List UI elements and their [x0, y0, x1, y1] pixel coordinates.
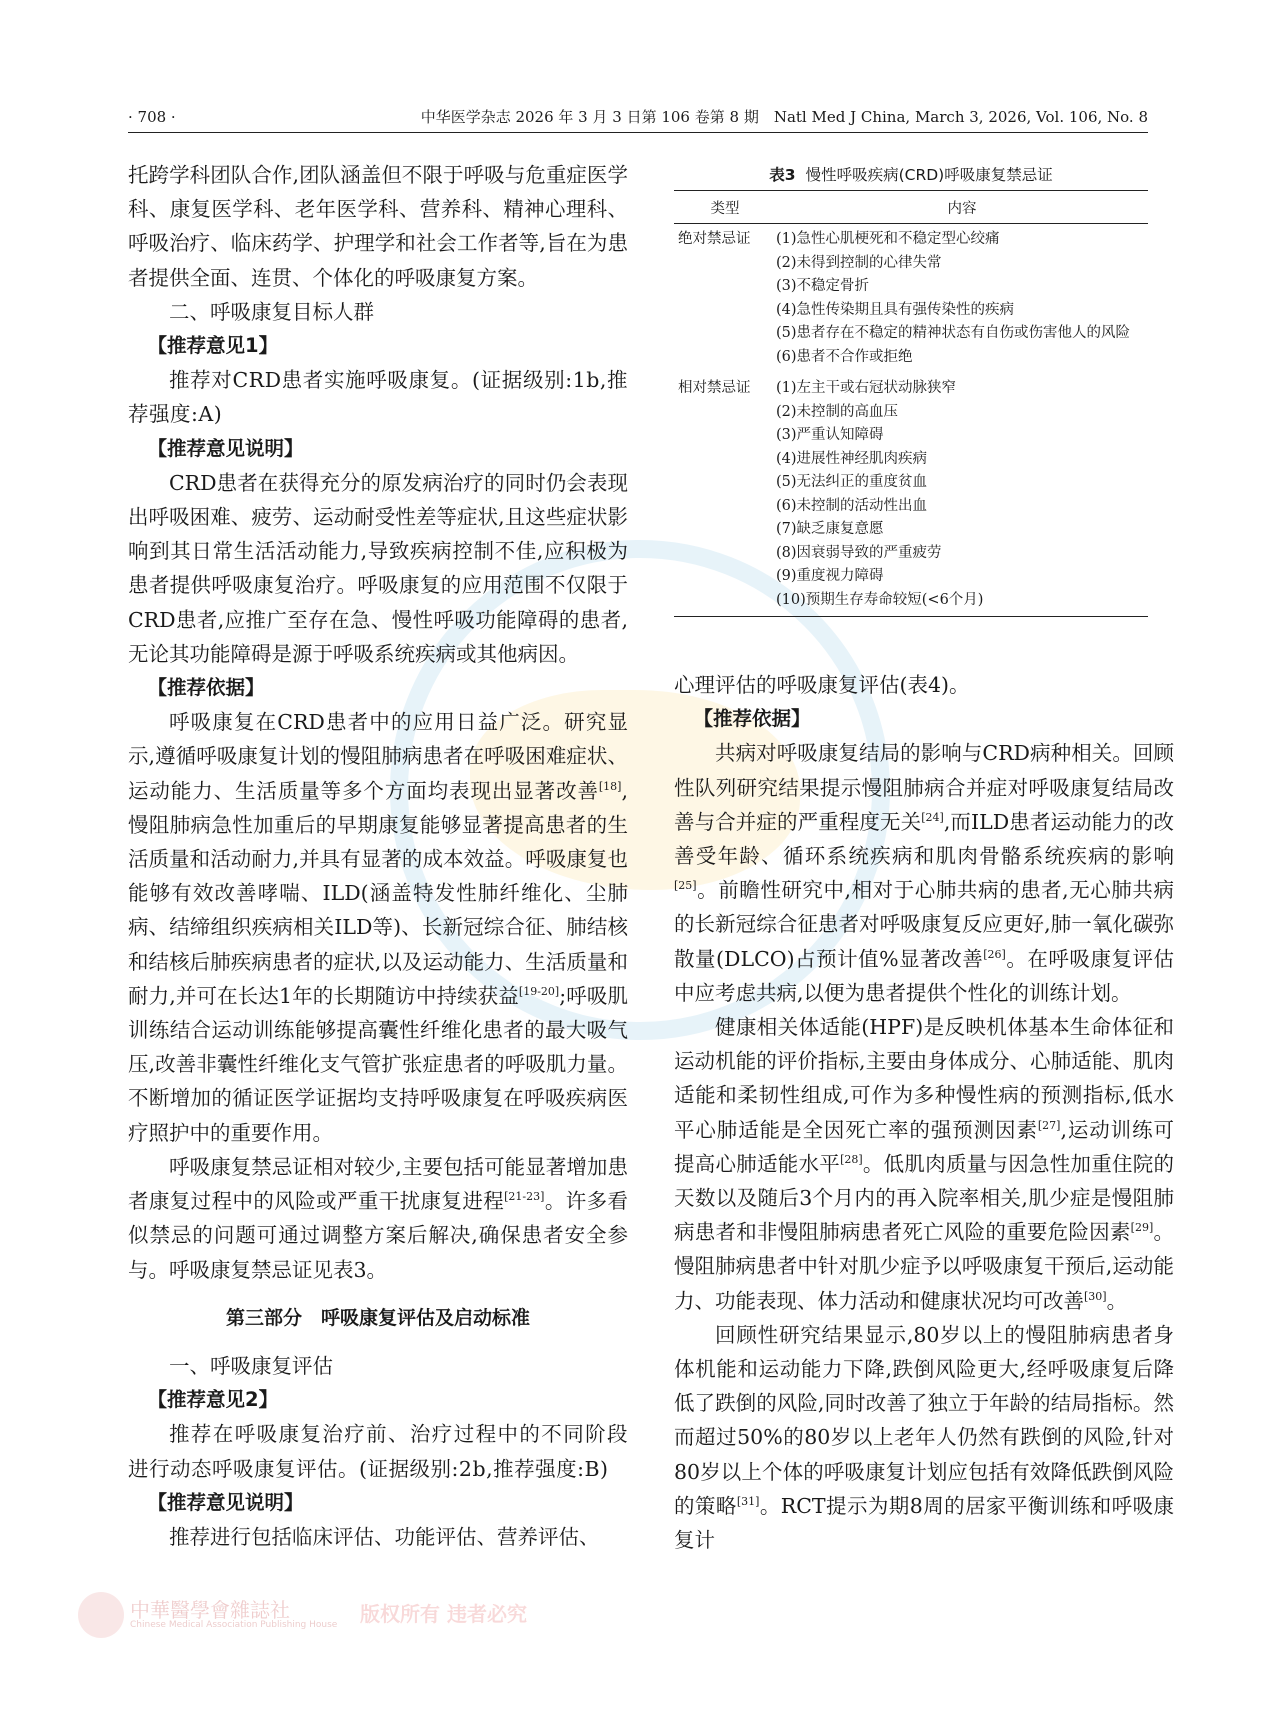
column-header-type: 类型 — [710, 200, 740, 217]
publisher-name-english: Chinese Medical Association Publishing House — [130, 1620, 338, 1630]
recommendation-heading: 【推荐意见2】 — [147, 1388, 279, 1412]
section-heading: 一、呼吸康复评估 — [169, 1353, 333, 1378]
left-column — [128, 158, 628, 1554]
paragraph: 呼吸康复禁忌证相对较少,主要包括可能显著增加患者康复过程中的风险或严重干扰康复进程[21-23]。许多看似禁忌的问题可通过调整方案后解决,确保患者安全参与。呼吸康复禁忌证见表3。 — [128, 1154, 629, 1282]
right-column — [674, 668, 1174, 1557]
citation: [25] — [674, 879, 697, 893]
table-row — [674, 224, 1148, 374]
list-item: (6)未控制的活动性出血 — [776, 497, 928, 514]
paragraph: 托跨学科团队合作,团队涵盖但不限于呼吸与危重症医学科、康复医学科、老年医学科、营养科、精神心理科、呼吸治疗、临床药学、护理学和社会工作者等,旨在为患者提供全面、连贯、个体化的呼吸康复方案。 — [128, 163, 628, 290]
journal-citation: 中华医学杂志 2026 年 3 月 3 日第 106 卷第 8 期 Natl Med J China, March 3, 2026, Vol. 106, No. 8 — [420, 108, 1148, 126]
list-item: (6)患者不合作或拒绝 — [776, 348, 913, 365]
section-heading: 二、呼吸康复目标人群 — [169, 299, 374, 324]
list-item: (10)预期生存寿命较短(<6个月) — [776, 591, 984, 608]
citation: [21-23] — [504, 1190, 545, 1204]
recommendation-explanation-heading: 【推荐意见说明】 — [147, 1490, 304, 1514]
citation: [26] — [983, 947, 1006, 961]
recommendation-text: 推荐在呼吸康复治疗前、治疗过程中的不同阶段进行动态呼吸康复评估。(证据级别:2b,推荐强度:B) — [128, 1422, 628, 1481]
table-3 — [674, 160, 1148, 617]
recommendation-basis-heading: 【推荐依据】 — [147, 676, 265, 700]
citation: [18] — [598, 779, 622, 793]
part-title: 第三部分 呼吸康复评估及启动标准 — [225, 1306, 530, 1329]
paragraph: 健康相关体适能(HPF)是反映机体基本生命体征和运动机能的评价指标,主要由身体成分、心肺适能、肌肉适能和柔韧性组成,可作为多种慢性病的预测指标,低水平心肺适能是全因死亡率的强预测因素[27],运动训练可提高心肺适能水平[28]。低肌肉质量与因急性加重住院的天数以及随后3个月内的再入院率相关,肌少症是慢阻肺病患者和非慢阻肺病患者死亡风险的重要危险因素[29]。慢阻肺病患者中针对肌少症予以呼吸康复干预后,运动能力、功能表现、体力活动和健康状况均可改善[30]。 — [674, 1015, 1175, 1313]
row-type: 相对禁忌证 — [674, 373, 776, 617]
row-items — [776, 373, 1148, 617]
contraindication-table — [674, 190, 1148, 617]
citation: [27] — [1037, 1118, 1061, 1132]
list-item: (9)重度视力障碍 — [776, 568, 884, 584]
list-item: (2)未得到控制的心律失常 — [776, 254, 942, 271]
paragraph: CRD患者在获得充分的原发病治疗的同时仍会表现出呼吸困难、疲劳、运动耐受性差等症状,且这些症状影响到其日常生活活动能力,导致疾病控制不佳,应积极为患者提供呼吸康复治疗。呼吸康复的应用范围不仅限于CRD患者,应推广至存在急、慢性呼吸功能障碍的患者,无论其功能障碍是源于呼吸系统疾病或其他病因。 — [128, 470, 628, 666]
table-caption — [674, 160, 1148, 190]
row-type: 绝对禁忌证 — [678, 231, 751, 247]
list-item: (5)患者存在不稳定的精神状态有自伤或伤害他人的风险 — [776, 325, 1131, 341]
paragraph: 回顾性研究结果显示,80岁以上的慢阻肺病患者身体机能和运动能力下降,跌倒风险更大,经呼吸康复后降低了跌倒的风险,同时改善了独立于年龄的结局指标。然而超过50%的80岁以上老年人仍然有跌倒的风险,针对80岁以上个体的呼吸康复计划应包括有效降低跌倒风险的策略[31]。RCT提示为期8周的居家平衡训练和呼吸康复计 — [674, 1322, 1175, 1553]
list-item: (3)不稳定骨折 — [776, 278, 870, 294]
list-item: (2)未控制的高血压 — [776, 403, 899, 420]
table-label: 表3 — [769, 166, 796, 184]
publisher-logo-icon — [78, 1592, 124, 1638]
list-item: (1)左主干或右冠状动脉狭窄 — [776, 380, 957, 396]
citation: [30] — [1084, 1289, 1107, 1303]
recommendation-explanation-heading: 【推荐意见说明】 — [147, 436, 304, 460]
citation: [31] — [736, 1495, 760, 1509]
running-header — [128, 104, 1148, 133]
paragraph: 推荐进行包括临床评估、功能评估、营养评估、 — [169, 1524, 600, 1549]
page-number: · 708 · — [128, 108, 176, 126]
list-item: (5)无法纠正的重度贫血 — [776, 474, 928, 490]
citation: [28] — [840, 1153, 863, 1167]
recommendation-text: 推荐对CRD患者实施呼吸康复。(证据级别:1b,推荐强度:A) — [128, 368, 628, 427]
paragraph: 共病对呼吸康复结局的影响与CRD病种相关。回顾性队列研究结果提示慢阻肺病合并症对呼吸康复结局改善与合并症的严重程度无关[24],而ILD患者运动能力的改善受年龄、循环系统疾病和肌肉骨骼系统疾病的影响[25]。前瞻性研究中,相对于心肺共病的患者,无心肺共病的长新冠综合征患者对呼吸康复反应更好,肺一氧化碳弥散量(DLCO)占预计值%显著改善[26]。在呼吸康复评估中应考虑共病,以便为患者提供个性化的训练计划。 — [674, 741, 1174, 1005]
recommendation-basis-heading: 【推荐依据】 — [693, 707, 811, 731]
copyright-watermark: 版权所有 违者必究 — [360, 1602, 527, 1626]
list-item: (7)缺乏康复意愿 — [776, 521, 884, 537]
list-item: (1)急性心肌梗死和不稳定型心绞痛 — [776, 231, 1000, 247]
publisher-name: 中華醫學會雜誌社 — [130, 1598, 290, 1622]
recommendation-heading: 【推荐意见1】 — [147, 334, 279, 358]
list-item: (4)进展性神经肌肉疾病 — [776, 450, 928, 467]
column-header-content: 内容 — [947, 200, 977, 217]
list-item: (3)严重认知障碍 — [776, 427, 884, 443]
row-items — [776, 224, 1148, 374]
paragraph: 心理评估的呼吸康复评估(表4)。 — [674, 673, 970, 697]
list-item: (8)因衰弱导致的严重疲劳 — [776, 544, 942, 561]
table-title: 慢性呼吸疾病(CRD)呼吸康复禁忌证 — [805, 166, 1053, 184]
citation: [29] — [1130, 1221, 1154, 1235]
paragraph: 呼吸康复在CRD患者中的应用日益广泛。研究显示,遵循呼吸康复计划的慢阻肺病患者在呼吸困难症状、运动能力、生活质量等多个方面均表现出显著改善[18],慢阻肺病急性加重后的早期康复能够显著提高患者的生活质量和活动耐力,并具有显著的成本效益。呼吸康复也能够有效改善哮喘、ILD(涵盖特发性肺纤维化、尘肺病、结缔组织疾病相关ILD等)、长新冠综合征、肺结核和结核后肺疾病患者的症状,以及运动能力、生活质量和耐力,并可在长达1年的长期随访中持续获益[19-20];呼吸肌训练结合运动训练能够提高囊性纤维化患者的最大吸气压,改善非囊性纤维化支气管扩张症患者的呼吸肌力量。不断增加的循证医学证据均支持呼吸康复在呼吸疾病医疗照护中的重要作用。 — [128, 710, 628, 1145]
citation: [19-20] — [518, 985, 560, 999]
citation: [24] — [921, 810, 944, 824]
table-row — [674, 373, 1148, 617]
list-item: (4)急性传染期且具有强传染性的疾病 — [776, 301, 1015, 318]
